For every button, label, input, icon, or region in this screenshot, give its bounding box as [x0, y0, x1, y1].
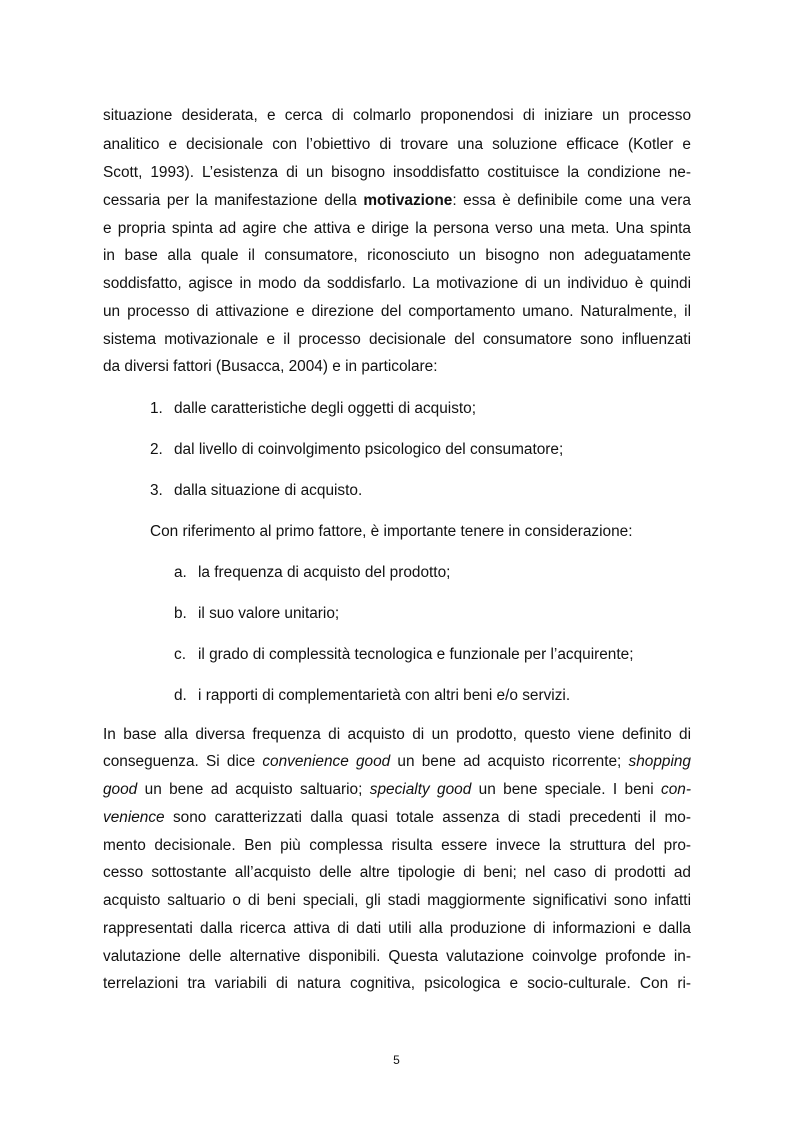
list-item-text: il grado di complessità tecnologica e funzionale per l’acquirente;: [198, 646, 634, 663]
text-span: un bene ad acquisto ricorrente;: [390, 753, 629, 770]
text-line: analitico e decisionale con l’obiettivo di trovare una soluzione efficace (Kotler e: [103, 136, 691, 153]
italic-term: good: [103, 781, 138, 798]
list-number: 2.: [150, 441, 163, 458]
text-line: mento decisionale. Ben più complessa risulta essere invece la struttura del pro-: [103, 837, 691, 854]
page-number: 5: [393, 1053, 400, 1067]
text-line: acquisto saltuario o di beni speciali, gli stadi maggiormente significativi sono infatti: [103, 892, 691, 909]
text-span: conseguenza. Si dice: [103, 753, 263, 770]
list-item-text: dal livello di coinvolgimento psicologico del consumatore;: [174, 441, 564, 458]
list-item-text: dalla situazione di acquisto.: [174, 482, 363, 499]
text-line: rappresentati dalla ricerca attiva di dati utili alla produzione di informazioni e dalla: [103, 920, 691, 937]
text-line: [103, 191, 691, 211]
bold-term-motivazione: motivazione: [363, 192, 453, 209]
text-line: soddisfatto, agisce in modo da soddisfarlo. La motivazione di un individuo è quindi: [103, 275, 691, 292]
list-letter: d.: [174, 687, 187, 704]
text-line: da diversi fattori (Busacca, 2004) e in particolare:: [103, 358, 438, 375]
text-line: valutazione delle alternative disponibili. Questa valutazione coinvolge profonde in-: [103, 948, 691, 965]
text-span: : essa è definibile come una vera: [452, 192, 691, 209]
list-intro: Con riferimento al primo fattore, è importante tenere in considerazione:: [150, 523, 633, 540]
italic-term: convenience good: [262, 753, 391, 770]
list-letter: b.: [174, 605, 187, 622]
italic-term: shopping: [628, 753, 691, 770]
list-number: 1.: [150, 400, 163, 417]
list-letter: c.: [174, 646, 186, 663]
text-line: [103, 808, 691, 828]
italic-term: con-: [661, 781, 691, 798]
text-line: terrelazioni tra variabili di natura cognitiva, psicologica e socio-culturale. Con ri-: [103, 975, 691, 992]
italic-term: specialty good: [369, 781, 472, 798]
list-item-text: la frequenza di acquisto del prodotto;: [198, 564, 451, 581]
text-line: sistema motivazionale e il processo decisionale del consumatore sono influenzati: [103, 331, 691, 348]
text-line: e propria spinta ad agire che attiva e dirige la persona verso una meta. Una spinta: [103, 220, 691, 237]
list-item-text: dalle caratteristiche degli oggetti di acquisto;: [174, 400, 477, 417]
text-line: In base alla diversa frequenza di acquisto di un prodotto, questo viene definito di: [103, 726, 691, 743]
list-number: 3.: [150, 482, 163, 499]
text-line: in base alla quale il consumatore, riconosciuto un bisogno non adeguatamente: [103, 247, 691, 264]
text-span: un bene ad acquisto saltuario;: [137, 781, 370, 798]
text-span: cessaria per la manifestazione della: [103, 192, 364, 209]
list-item-text: i rapporti di complementarietà con altri beni e/o servizi.: [198, 687, 571, 704]
text-line: cesso sottostante all’acquisto delle altre tipologie di beni; nel caso di prodotti ad: [103, 864, 691, 881]
list-letter: a.: [174, 564, 187, 581]
text-span: sono caratterizzati dalla quasi totale assenza di stadi precedenti il mo-: [164, 809, 691, 826]
italic-term: venience: [103, 809, 165, 826]
text-line: un processo di attivazione e direzione del comportamento umano. Naturalmente, il: [103, 303, 691, 320]
text-span: un bene speciale. I beni: [471, 781, 662, 798]
text-line: situazione desiderata, e cerca di colmarlo proponendosi di iniziare un processo: [103, 107, 691, 124]
text-line: Scott, 1993). L’esistenza di un bisogno insoddisfatto costituisce la condizione ne-: [103, 164, 691, 181]
text-line: [103, 752, 691, 772]
list-item-text: il suo valore unitario;: [198, 605, 340, 622]
text-line: [103, 780, 691, 800]
